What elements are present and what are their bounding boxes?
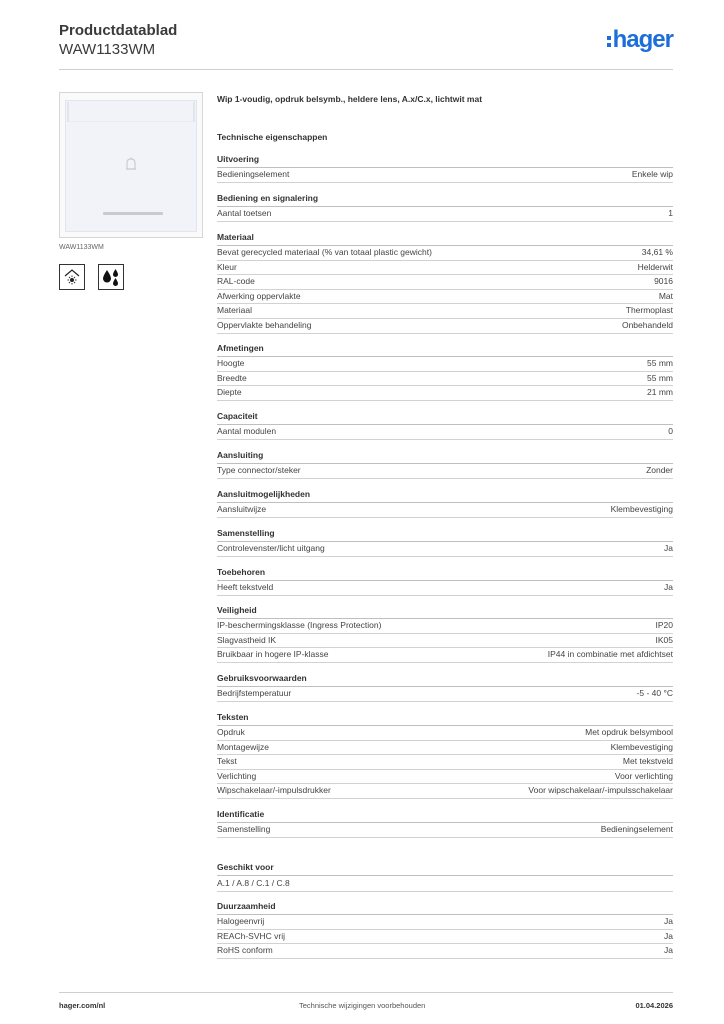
section-samenstelling (217, 528, 673, 557)
spec-label: Diepte (217, 387, 242, 398)
spec-value: Ja (664, 930, 673, 941)
spec-row (217, 930, 673, 945)
hager-logo (607, 28, 673, 52)
spec-label: Montagewijze (217, 741, 269, 752)
section-bediening (217, 193, 673, 222)
spec-value: Ja (664, 945, 673, 956)
spec-row (217, 648, 673, 663)
spec-label: Controlevenster/licht uitgang (217, 543, 325, 553)
spec-row (217, 619, 673, 634)
spec-label: Opdruk (217, 727, 245, 737)
switch-rocker (65, 100, 197, 232)
spec-row (217, 246, 673, 261)
spec-label: Verlichting (217, 770, 257, 781)
suitability-value: A.1 / A.8 / C.1 / C.8 (217, 876, 673, 892)
spec-value: Enkele wip (631, 169, 673, 179)
section-title: Toebehoren (217, 567, 673, 581)
spec-label: Hoogte (217, 358, 245, 368)
spec-value: Klembevestiging (610, 504, 673, 514)
logo-text: hager (612, 26, 673, 53)
spec-value: 55 mm (647, 372, 673, 383)
spec-label: Wipschakelaar/-impulsdrukker (217, 785, 331, 796)
spec-row (217, 770, 673, 785)
spec-label: Bruikbaar in hogere IP-klasse (217, 649, 329, 660)
spec-label: Kleur (217, 261, 237, 272)
image-caption: WAW1133WM (59, 244, 104, 251)
section-title: Bediening en signalering (217, 193, 673, 207)
product-description: Wip 1-voudig, opdruk belsymb., heldere lens, A.x/C.x, lichtwit mat (217, 94, 483, 104)
spec-value: Ja (664, 543, 673, 553)
spec-value: Mat (658, 290, 673, 301)
spec-row (217, 304, 673, 319)
spec-row (217, 726, 673, 741)
spec-label: Bevat gerecycled materiaal (% van totaal plastic gewicht) (217, 247, 432, 257)
water-drops-icon (98, 264, 124, 290)
section-title: Afmetingen (217, 343, 673, 357)
spec-label: Slagvastheid IK (217, 634, 277, 645)
page-header (59, 22, 673, 70)
section-title: Geschikt voor (217, 862, 673, 876)
spec-label: Bedieningselement (217, 169, 290, 179)
logo-dots (607, 36, 611, 47)
section-identificatie (217, 809, 673, 838)
indoor-light-icon (59, 264, 85, 290)
section-title: Samenstelling (217, 528, 673, 542)
section-title: Materiaal (217, 232, 673, 246)
spec-label: Oppervlakte behandeling (217, 319, 312, 330)
spec-value: 34,61 % (641, 247, 673, 257)
spec-label: Type connector/steker (217, 465, 301, 475)
spec-value: Met tekstveld (622, 756, 673, 767)
spec-row (217, 542, 673, 557)
spec-label: REACh-SVHC vrij (217, 930, 286, 941)
section-capaciteit (217, 411, 673, 440)
spec-label: Materiaal (217, 305, 252, 316)
section-materiaal (217, 232, 673, 334)
spec-value: Klembevestiging (610, 741, 673, 752)
text-field-bar (103, 212, 163, 215)
spec-label: Afwerking oppervlakte (217, 290, 301, 301)
spec-value: 9016 (654, 276, 673, 287)
spec-row (217, 261, 673, 276)
spec-value: Bedieningselement (600, 824, 673, 834)
spec-row (217, 372, 673, 387)
spec-row (217, 357, 673, 372)
section-title: Teksten (217, 712, 673, 726)
spec-value: Helderwit (637, 261, 673, 272)
section-title: Uitvoering (217, 154, 673, 168)
section-title: Aansluitmogelijkheden (217, 489, 673, 503)
spec-label: Aantal toetsen (217, 208, 272, 218)
spec-label: Tekst (217, 756, 237, 767)
spec-value: Zonder (646, 465, 673, 475)
spec-row (217, 275, 673, 290)
section-gebruiksvoorwaarden (217, 673, 673, 702)
spec-value: 21 mm (647, 387, 673, 398)
spec-value: Thermoplast (625, 305, 673, 316)
spec-value: -5 - 40 °C (636, 688, 673, 698)
section-title: Aansluiting (217, 450, 673, 464)
page-footer (59, 992, 673, 1014)
spec-row (217, 741, 673, 756)
spec-value: IP20 (655, 620, 673, 630)
spec-row (217, 944, 673, 959)
section-uitvoering (217, 154, 673, 183)
switch-lens (67, 102, 195, 122)
spec-value: Onbehandeld (621, 319, 673, 330)
spec-label: Aantal modulen (217, 426, 277, 436)
section-toebehoren (217, 567, 673, 596)
section-afmetingen (217, 343, 673, 401)
spec-label: Bedrijfstemperatuur (217, 688, 292, 698)
footer-notice: Technische wijzigingen voorbehouden (299, 1001, 426, 1010)
section-title: Capaciteit (217, 411, 673, 425)
spec-row (217, 687, 673, 702)
section-aansluitmogelijkheden (217, 489, 673, 518)
section-title: Identificatie (217, 809, 673, 823)
bell-icon (124, 157, 138, 173)
specifications (217, 92, 673, 956)
section-geschikt-voor (217, 862, 673, 892)
spec-label: Halogeenvrij (217, 916, 265, 926)
spec-value: Ja (664, 916, 673, 926)
spec-row (217, 386, 673, 401)
document-title: Productdatablad (59, 22, 178, 39)
spec-row (217, 755, 673, 770)
section-veiligheid (217, 605, 673, 663)
spec-value: Met opdruk belsymbool (585, 727, 673, 737)
section-title: Duurzaamheid (217, 901, 673, 915)
technical-properties-heading: Technische eigenschappen (217, 132, 328, 142)
spec-row (217, 581, 673, 596)
footer-date: 01.04.2026 (635, 1001, 673, 1010)
website-link[interactable]: hager.com/nl (59, 1001, 106, 1010)
spec-row (217, 319, 673, 334)
spec-label: Breedte (217, 372, 247, 383)
spec-value: Voor wipschakelaar/-impulsschakelaar (528, 785, 673, 796)
document-subtitle: WAW1133WM (59, 41, 156, 58)
spec-value: 55 mm (647, 358, 673, 368)
spec-label: Aansluitwijze (217, 504, 267, 514)
spec-row (217, 634, 673, 649)
spec-row (217, 464, 673, 479)
spec-value: 1 (668, 208, 673, 218)
section-title: Gebruiksvoorwaarden (217, 673, 673, 687)
section-duurzaamheid (217, 901, 673, 959)
spec-label: Heeft tekstveld (217, 582, 274, 592)
spec-row (217, 784, 673, 799)
spec-value: Voor verlichting (614, 770, 673, 781)
spec-value: 0 (668, 426, 673, 436)
spec-row (217, 290, 673, 305)
spec-value: Ja (664, 582, 673, 592)
spec-row (217, 168, 673, 183)
spec-row (217, 915, 673, 930)
product-image (59, 92, 203, 238)
section-teksten (217, 712, 673, 799)
spec-label: RoHS conform (217, 945, 273, 956)
spec-row (217, 207, 673, 222)
spec-label: Samenstelling (217, 824, 271, 834)
spec-row (217, 503, 673, 518)
spec-value: IP44 in combinatie met afdichtset (547, 649, 673, 660)
spec-label: IP-beschermingsklasse (Ingress Protection) (217, 620, 382, 630)
section-aansluiting (217, 450, 673, 479)
spec-label: RAL-code (217, 276, 255, 287)
spec-row (217, 823, 673, 838)
spec-row (217, 425, 673, 440)
section-title: Veiligheid (217, 605, 673, 619)
spec-value: IK05 (655, 634, 673, 645)
